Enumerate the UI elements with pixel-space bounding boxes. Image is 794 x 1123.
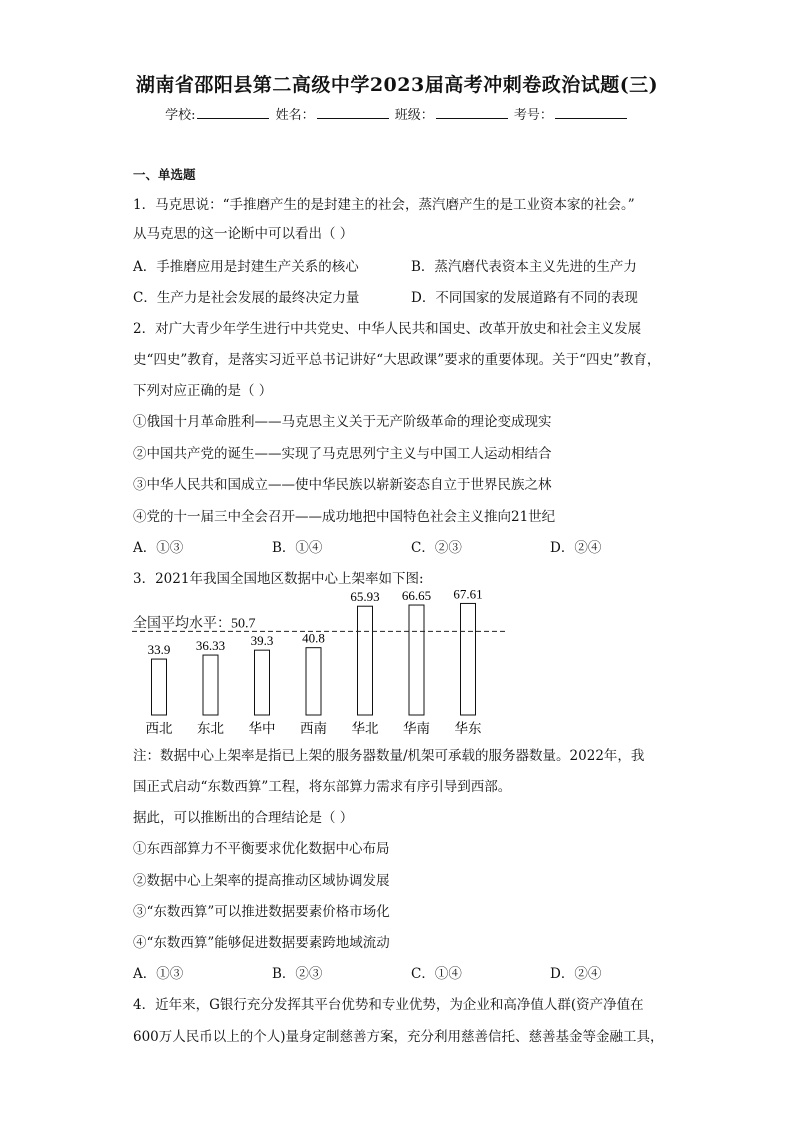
bar-0: [152, 659, 167, 715]
category-label-4: 华北: [351, 721, 379, 736]
q3-note-line-1: 注：数据中心上架率是指已上架的服务器数量/机架可承载的服务器数量。2022年，我: [133, 748, 645, 764]
q2-option-a: A．①③: [133, 540, 184, 556]
q1-option-c: C．生产力是社会发展的最终决定力量: [133, 290, 360, 306]
q3-option-b: B．②③: [272, 966, 323, 982]
student-info-line: [0, 104, 794, 123]
bar-value-label-3: 40.8: [302, 630, 325, 646]
bar-value-label-6: 67.61: [453, 586, 483, 602]
q1-option-b: B．蒸汽磨代表资本主义先进的生产力: [411, 259, 637, 275]
bar-4: [358, 606, 373, 715]
q4-stem-line-2: 600万人民币以上的个人)量身定制慈善方案，充分利用慈善信托、慈善基金等金融工具，: [133, 1029, 664, 1045]
exam-number-blank: [555, 106, 627, 119]
bar-value-label-2: 39.3: [250, 633, 274, 649]
q1-stem-line-1: 1．马克思说：“手推磨产生的是封建主的社会，蒸汽磨产生的是工业资本家的社会。”: [133, 197, 635, 213]
bar-5: [409, 605, 424, 715]
category-label-6: 华东: [454, 721, 482, 736]
q1-stem-line-2: 从马克思的这一论断中可以看出（ ）: [133, 226, 354, 242]
q2-option-d: D．②④: [550, 540, 602, 556]
q3-option-a: A．①③: [133, 966, 184, 982]
q3-item-4: ④“东数西算”能够促进数据要素跨地域流动: [133, 935, 390, 951]
q3-option-d: D．②④: [550, 966, 602, 982]
q3-item-2: ②数据中心上架率的提高推动区域协调发展: [133, 873, 390, 889]
bar-value-label-0: 33.9: [147, 642, 171, 658]
national-average-label: 全国平均水平：50.7: [133, 616, 256, 632]
q3-stem-line-1: 3．2021年我国全国地区数据中心上架率如下图:: [133, 571, 424, 587]
q2-stem-line-3: 下列对应正确的是（ ）: [133, 383, 273, 399]
name-label: 姓名：: [275, 108, 315, 123]
bar-value-label-5: 66.65: [401, 588, 432, 604]
category-label-5: 华南: [403, 721, 430, 736]
q4-stem-line-1: 4．近年来，G银行充分发挥其平台优势和专业优势，为企业和高净值人群(资产净值在: [133, 997, 644, 1013]
q1-option-a: A．手推磨应用是封建生产关系的核心: [133, 259, 359, 275]
data-center-rack-rate-chart: [120, 580, 520, 740]
class-blank: [436, 106, 508, 119]
q2-stem-line-2: 史“四史”教育，是落实习近平总书记讲好“大思政课”要求的重要体现。关于“四史”教育，: [133, 352, 661, 368]
bar-1: [203, 655, 218, 715]
class-label: 班级：: [394, 108, 434, 123]
bar-value-label-4: 65.93: [350, 589, 380, 605]
q3-item-3: ③“东数西算”可以推进数据要素价格市场化: [133, 904, 390, 920]
exam-number-label: 考号：: [513, 108, 553, 123]
q3-note-line-2: 国正式启动“东数西算”工程，将东部算力需求有序引导到西部。: [133, 779, 512, 795]
q3-item-1: ①东西部算力不平衡要求优化数据中心布局: [133, 841, 390, 857]
q2-item-4: ④党的十一届三中全会召开——成功地把中国特色社会主义推向21世纪: [133, 509, 556, 525]
q2-item-1: ①俄国十月革命胜利——马克思主义关于无产阶级革命的理论变成现实: [133, 414, 552, 430]
q3-option-c: C．①④: [411, 966, 462, 982]
bar-value-label-1: 36.33: [195, 638, 226, 654]
school-blank: [197, 106, 269, 119]
document-title: 湖南省邵阳县第二高级中学2023届高考冲刺卷政治试题(三): [135, 74, 659, 96]
category-label-0: 西北: [145, 721, 173, 736]
category-label-2: 华中: [248, 721, 276, 736]
bar-3: [306, 648, 321, 715]
q2-item-2: ②中国共产党的诞生——实现了马克思列宁主义与中国工人运动相结合: [133, 446, 552, 462]
name-blank: [317, 106, 389, 119]
category-label-3: 西南: [300, 721, 327, 736]
q2-option-c: C．②③: [411, 540, 462, 556]
q3-stem-2: 据此，可以推断出的合理结论是（ ）: [133, 810, 354, 826]
q2-stem-line-1: 2．对广大青少年学生进行中共党史、中华人民共和国史、改革开放史和社会主义发展: [133, 321, 642, 337]
category-label-1: 东北: [197, 721, 224, 736]
q2-option-b: B．①④: [272, 540, 323, 556]
bar-2: [255, 650, 270, 715]
q1-option-d: D．不同国家的发展道路有不同的表现: [411, 290, 638, 306]
bars-layer: [146, 586, 483, 736]
bar-6: [461, 603, 476, 715]
q2-item-3: ③中华人民共和国成立——使中华民族以崭新姿态自立于世界民族之林: [133, 477, 552, 493]
school-label: 学校:: [165, 108, 196, 123]
section-title: 一、单选题: [133, 167, 196, 182]
